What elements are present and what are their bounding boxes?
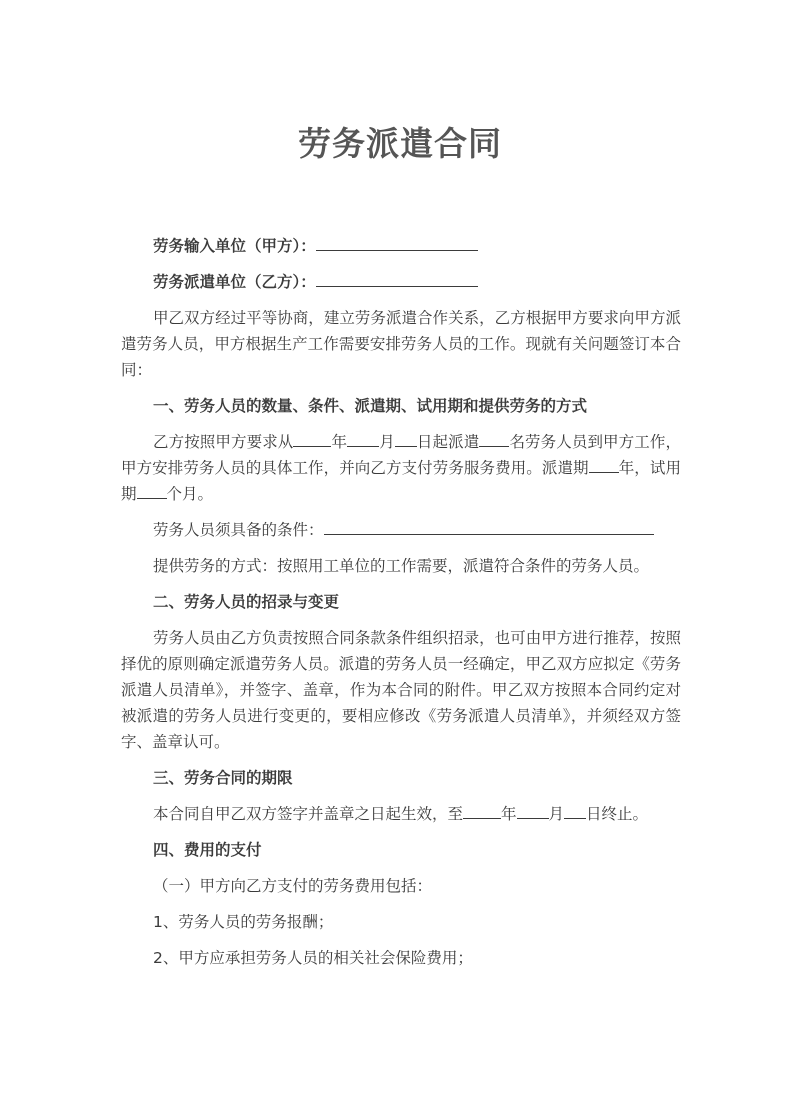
- section3-paragraph: [121, 801, 681, 827]
- list-item: 2、甲方应承担劳务人员的相关社会保险费用；: [153, 949, 473, 967]
- section3-text-b: 年: [501, 805, 517, 823]
- start-year-blank: [293, 429, 331, 447]
- party-b-line: [121, 269, 681, 295]
- conditions-blank: [324, 517, 654, 535]
- section1-text-c: 月: [379, 433, 395, 451]
- conditions-label: 劳务人员须具备的条件：: [153, 521, 324, 539]
- section1-text-a: 乙方按照甲方要求从: [153, 433, 294, 451]
- section4-heading: 四、费用的支付: [153, 841, 262, 859]
- section3-heading: 三、劳务合同的期限: [153, 769, 293, 787]
- section1-text-e: 名劳务人员到甲方工作，甲方安排劳务人员的具体工作，并向乙方支付劳务服务费用。派遣期: [121, 433, 681, 477]
- section3-text-a: 本合同自甲乙双方签字并盖章之日起生效，至: [153, 805, 464, 823]
- list-item: 1、劳务人员的劳务报酬；: [153, 913, 334, 931]
- section1-heading: 一、劳务人员的数量、条件、派遣期、试用期和提供劳务的方式: [153, 397, 588, 415]
- section2-paragraph: 劳务人员由乙方负责按照合同条款条件组织招录，也可由甲方进行推荐，按照择优的原则确定派遣劳务人员。派遣的劳务人员一经确定，甲乙双方应拟定《劳务派遣人员清单》，并签字、盖章，作为本合同的附件。甲乙双方按照本合同约定对被派遣的劳务人员进行变更的，要相应修改《劳务派遣人员清单》，并须经双方签字、盖章认可。: [121, 629, 681, 751]
- end-year-blank: [463, 801, 501, 819]
- party-a-blank: [316, 233, 478, 251]
- section1-text-d: 日起派遣: [416, 433, 480, 451]
- probation-blank: [137, 481, 167, 499]
- start-day-blank: [395, 429, 417, 447]
- end-month-blank: [517, 801, 549, 819]
- section1-text-f: 年，试用期: [121, 459, 681, 503]
- party-b-label: 劳务派遣单位（乙方）：: [153, 273, 316, 291]
- document-body: [121, 233, 681, 981]
- party-a-label: 劳务输入单位（甲方）：: [153, 237, 316, 255]
- end-day-blank: [564, 801, 586, 819]
- section4-subheading: （一）甲方向乙方支付的劳务费用包括：: [153, 877, 433, 895]
- document-title: 劳务派遣合同: [298, 124, 502, 163]
- service-method-line: 提供劳务的方式：按照用工单位的工作需要，派遣符合条件的劳务人员。: [153, 557, 650, 575]
- section3-text-c: 月: [548, 805, 565, 823]
- section3-text-d: 日终止。: [586, 805, 649, 823]
- section1-text-g: 个月。: [166, 485, 214, 503]
- party-a-line: [121, 233, 681, 259]
- section2-heading: 二、劳务人员的招录与变更: [153, 593, 340, 611]
- section1-paragraph: [121, 429, 681, 507]
- section1-text-b: 年: [331, 433, 348, 451]
- party-b-blank: [316, 269, 478, 287]
- conditions-line: [121, 517, 681, 543]
- dispatch-period-blank: [589, 455, 619, 473]
- intro-paragraph: 甲乙双方经过平等协商，建立劳务派遣合作关系，乙方根据甲方要求向甲方派遣劳务人员，甲方根据生产工作需要安排劳务人员的工作。现就有关问题签订本合同：: [121, 309, 681, 379]
- worker-count-blank: [479, 429, 509, 447]
- start-month-blank: [347, 429, 379, 447]
